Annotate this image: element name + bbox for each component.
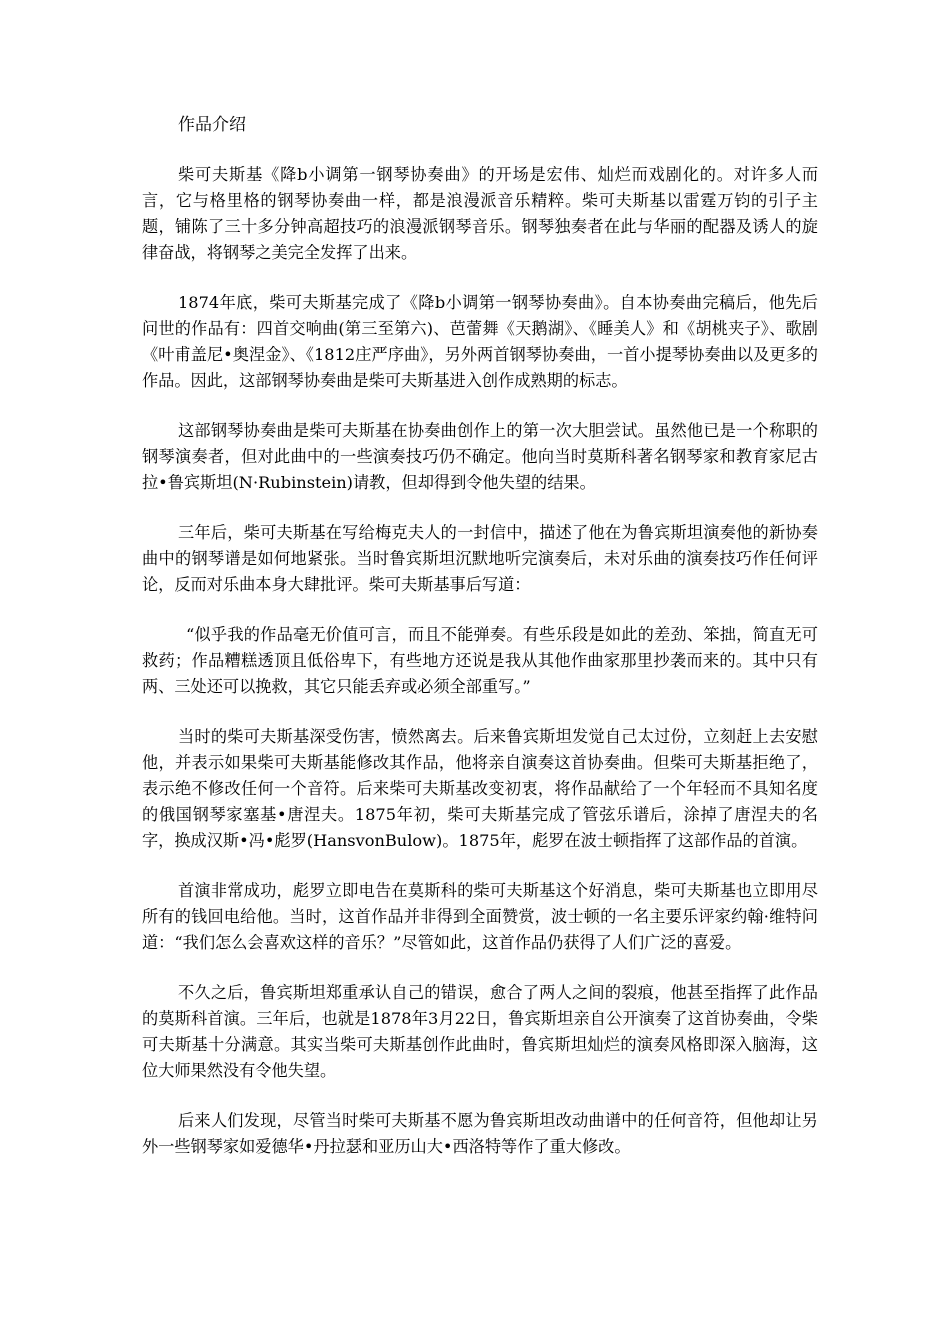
document-page — [142, 112, 818, 1184]
quote-block: “似乎我的作品毫无价值可言，而且不能弹奏。有些乐段是如此的差劲、笨拙，简直无可救药；作品糟糕透顶且低俗卑下，有些地方还说是我从其他作曲家那里抄袭而来的。其中只有两、三处还可以挽救，其它只能丢弃或必须全部重写。” — [142, 625, 818, 696]
paragraph-reconciliation: 不久之后，鲁宾斯坦郑重承认自己的错误，愈合了两人之间的裂痕，他甚至指挥了此作品的莫斯科首演。三年后，也就是1878年3月22日，鲁宾斯坦亲自公开演奏了这首协奏曲，令柴可夫斯基十分满意。其实当柴可夫斯基创作此曲时，鲁宾斯坦灿烂的演奏风格即深入脑海，这位大师果然没有令他失望。 — [142, 983, 818, 1080]
paragraph-letter: 三年后，柴可夫斯基在写给梅克夫人的一封信中，描述了他在为鲁宾斯坦演奏他的新协奏曲中的钢琴谱是如何地紧张。当时鲁宾斯坦沉默地听完演奏后，未对乐曲的演奏技巧作任何评论，反而对乐曲本身大肆批评。柴可夫斯基事后写道： — [142, 523, 818, 594]
paragraph-revisions: 后来人们发现，尽管当时柴可夫斯基不愿为鲁宾斯坦改动曲谱中的任何音符，但他却让另外一些钢琴家如爱德华•丹拉瑟和亚历山大•西洛特等作了重大修改。 — [142, 1111, 818, 1156]
paragraph-1874: 1874年底，柴可夫斯基完成了《降b小调第一钢琴协奏曲》。自本协奏曲完稿后，他先后问世的作品有：四首交响曲(第三至第六)、芭蕾舞《天鹅湖》、《睡美人》和《胡桃夹子》、歌剧《叶甫盖尼•奥涅金》、《1812庄严序曲》，另外两首钢琴协奏曲，一首小提琴协奏曲以及更多的作品。因此，这部钢琴协奏曲是柴可夫斯基进入创作成熟期的标志。 — [142, 293, 818, 390]
paragraph-premiere: 首演非常成功，彪罗立即电告在莫斯科的柴可夫斯基这个好消息，柴可夫斯基也立即用尽所有的钱回电给他。当时，这首作品并非得到全面赞赏，波士顿的一名主要乐评家约翰·维特问道：“我们怎么会喜欢这样的音乐？”尽管如此，这首作品仍获得了人们广泛的喜爱。 — [142, 881, 818, 952]
paragraph-first-attempt: 这部钢琴协奏曲是柴可夫斯基在协奏曲创作上的第一次大胆尝试。虽然他已是一个称职的钢琴演奏者，但对此曲中的一些演奏技巧仍不确定。他向当时莫斯科著名钢琴家和教育家尼古拉•鲁宾斯坦(N·Rubinstein)请教，但却得到令他失望的结果。 — [142, 421, 818, 492]
paragraph-intro: 柴可夫斯基《降b小调第一钢琴协奏曲》的开场是宏伟、灿烂而戏剧化的。对许多人而言，它与格里格的钢琴协奏曲一样，都是浪漫派音乐精粹。柴可夫斯基以雷霆万钧的引子主题，铺陈了三十多分钟高超技巧的浪漫派钢琴音乐。钢琴独奏者在此与华丽的配器及诱人的旋律奋战，将钢琴之美完全发挥了出来。 — [142, 165, 818, 262]
section-heading: 作品介绍 — [178, 115, 246, 135]
paragraph-rejection: 当时的柴可夫斯基深受伤害，愤然离去。后来鲁宾斯坦发觉自己太过份，立刻赶上去安慰他，并表示如果柴可夫斯基能修改其作品，他将亲自演奏这首协奏曲。但柴可夫斯基拒绝了，表示绝不修改任何一个音符。后来柴可夫斯基改变初衷，将作品献给了一个年轻而不具知名度的俄国钢琴家塞基•唐涅夫。1875年初，柴可夫斯基完成了管弦乐谱后，涂掉了唐涅夫的名字，换成汉斯•冯•彪罗(HansvonBulow)。1875年，彪罗在波士顿指挥了这部作品的首演。 — [142, 727, 818, 850]
